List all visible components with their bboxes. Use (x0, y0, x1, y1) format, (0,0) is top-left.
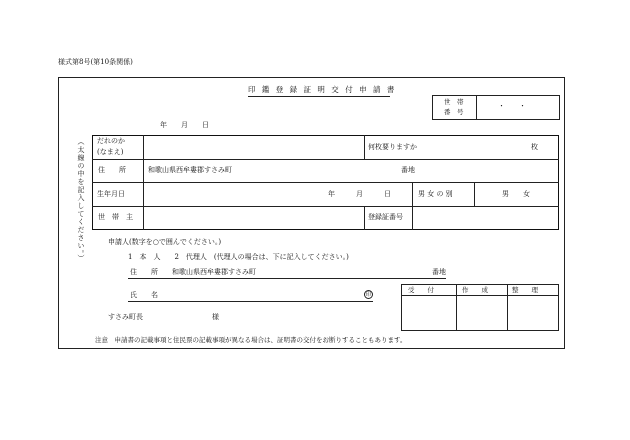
address-banchi: 番地 (401, 166, 415, 174)
household-number-value[interactable]: ・ ・ (498, 102, 526, 110)
copies-unit: 枚 (531, 143, 538, 151)
name-field[interactable] (145, 137, 362, 157)
household-head-label: 世 帯 主 (98, 213, 133, 221)
title-underline (248, 96, 390, 97)
seal-mark: 印 (365, 292, 372, 298)
birth-label: 生年月日 (97, 190, 125, 198)
form-title: 印 鑑 登 録 証 明 交 付 申 請 書 (248, 85, 397, 94)
gender-options[interactable]: 男 女 (502, 190, 530, 198)
agent-address-banchi: 番地 (432, 268, 446, 276)
mayor-sama: 様 (212, 313, 219, 321)
office-header-reception: 受 付 (408, 286, 434, 294)
household-number-label-bottom: 番 号 (444, 108, 464, 116)
mayor-label: すさみ町長 (108, 313, 143, 321)
agent-name-underline (128, 301, 373, 302)
agent-address-underline (128, 278, 446, 279)
address-label: 住 所 (98, 166, 126, 174)
registration-number-label: 登録証番号 (368, 213, 403, 221)
side-note: （太線の中を記入してください。） (77, 138, 85, 263)
application-date[interactable]: 年 月 日 (160, 121, 209, 129)
agent-address-value[interactable]: 和歌山県西牟婁郡すさみ町 (172, 268, 256, 276)
applicant-intro: 申請人(数字を○で囲んでください。) (108, 238, 222, 246)
form-number: 様式第8号(第10条関係) (58, 58, 133, 66)
agent-address-label: 住 所 (130, 268, 158, 276)
name-label-bottom: (なまえ) (97, 148, 124, 156)
office-header-arrangement: 整 理 (512, 286, 538, 294)
agent-name-label: 氏 名 (130, 291, 158, 299)
birth-date[interactable]: 年 月 日 (328, 190, 391, 198)
address-value[interactable]: 和歌山県西牟婁郡すさみ町 (148, 166, 232, 174)
registration-number-field[interactable] (414, 208, 557, 228)
household-number-label-top: 世 帯 (444, 98, 464, 106)
applicant-options[interactable]: 1 本 人 2 代理人 (代理人の場合は、下に記入してください。) (128, 253, 349, 261)
copies-label: 何枚要りますか (368, 143, 417, 151)
household-head-field[interactable] (145, 208, 362, 228)
name-label-top: だれのか (97, 137, 125, 145)
gender-label: 男 女 の 別 (418, 190, 453, 198)
caution-note: 注意 申請書の記載事項と住民票の記載事項が異なる場合は、証明書の交付をお断りすることもあります。 (95, 336, 407, 344)
office-header-creation: 作 成 (462, 286, 488, 294)
